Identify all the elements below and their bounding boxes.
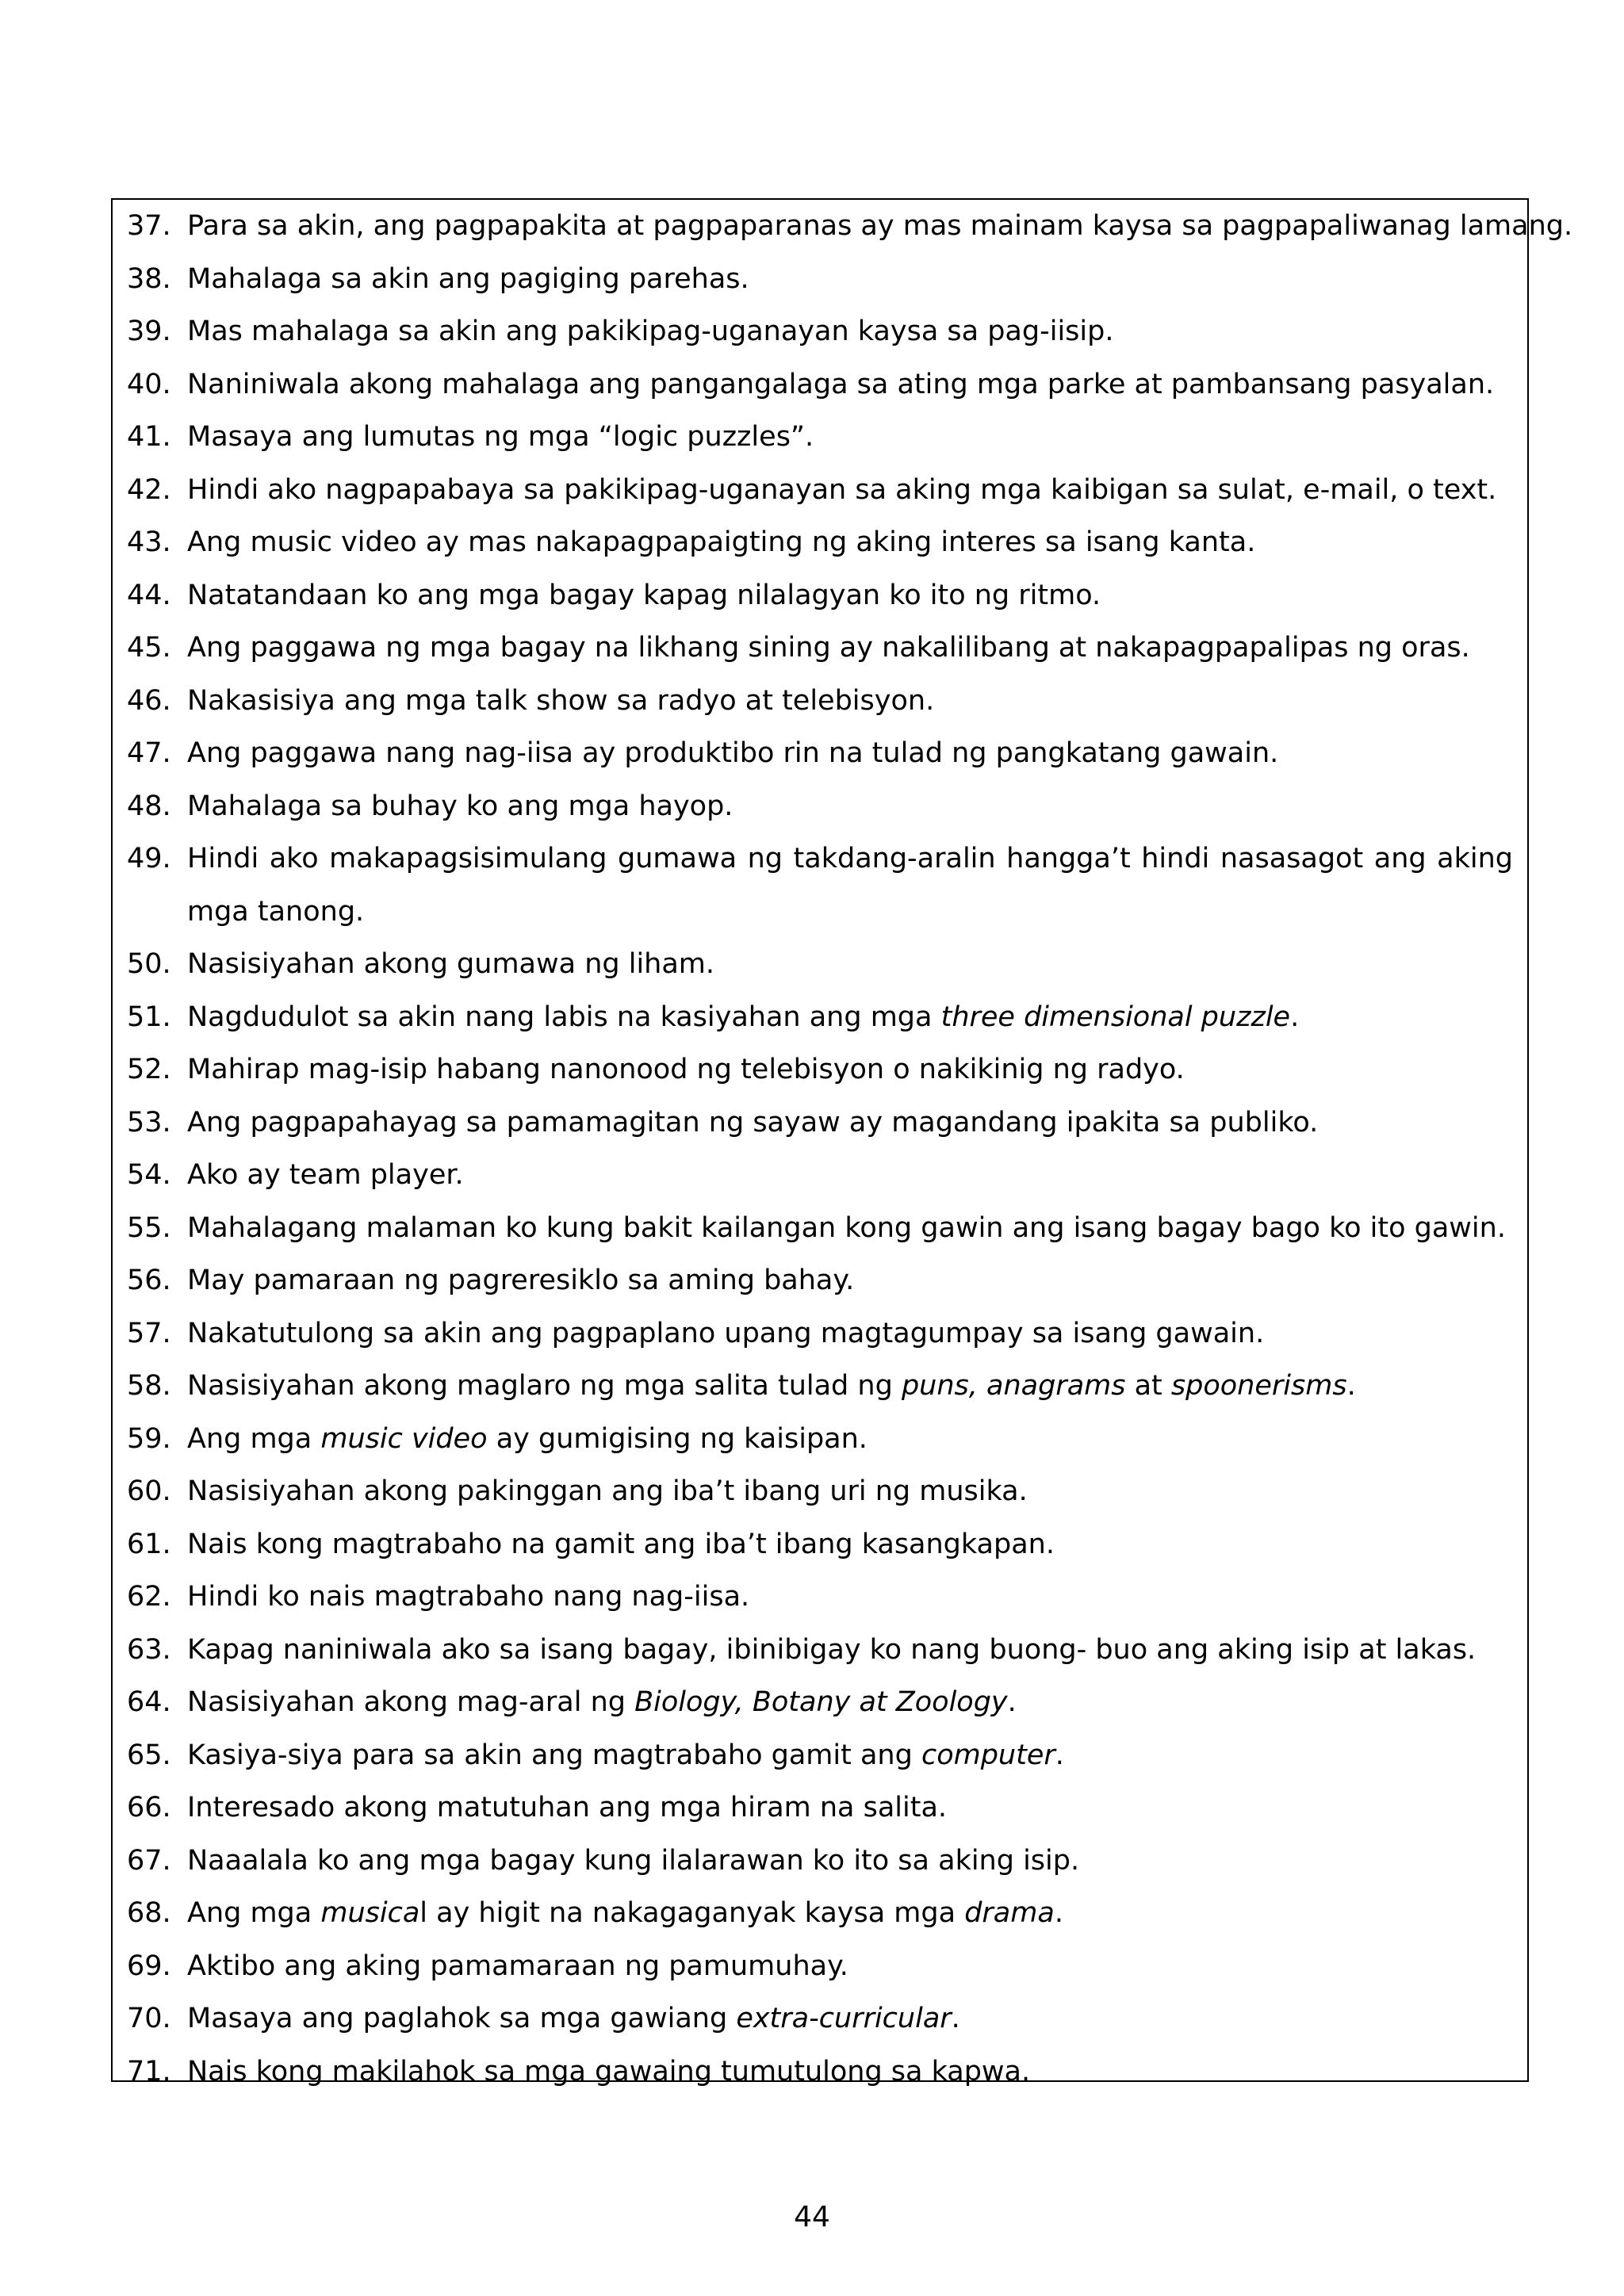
statement-text-segment: . [1007,1686,1017,1718]
statement-item [127,1465,1513,1518]
statement-item [127,1835,1513,1888]
statement-text-italic: Biology, Botany at Zoology [634,1686,1008,1718]
statement-text [187,1940,1513,1993]
statement-number: 40. [127,368,171,400]
statement-text-segment: at [1125,1370,1171,1402]
statement-text [187,1413,1513,1466]
statement-text-italic: drama [964,1897,1055,1929]
statement-item [127,1518,1513,1571]
statement-text [187,780,1513,833]
statement-text-segment: Ang mga [187,1897,321,1929]
statement-item [127,1254,1513,1307]
statement-text [187,1992,1513,2045]
statement-number: 58. [127,1370,171,1402]
statement-text [187,675,1513,728]
statement-text-segment: ay gumigising ng kaisipan. [487,1422,868,1455]
statement-number: 68. [127,1897,171,1929]
statement-text [187,411,1513,464]
statement-text-segment: . [1055,1739,1064,1771]
statement-number: 38. [127,262,171,295]
statement-text-segment: . [1346,1370,1356,1402]
statement-text-segment: l ay higit na nakagaganyak kaysa mga [419,1897,965,1929]
statement-item [127,1781,1513,1835]
statement-text-segment: Mahalaga sa buhay ko ang mga hayop. [187,790,733,822]
statement-text-segment: Nasisiyahan akong pakinggan ang iba’t ibang uri ng musika. [187,1475,1028,1507]
statement-text-segment: Hindi ko nais magtrabaho nang nag-iisa. [187,1581,750,1613]
statement-item [127,253,1513,306]
statement-number: 43. [127,526,171,558]
statement-item [127,675,1513,728]
statement-item [127,1202,1513,1255]
statement-number: 69. [127,1950,171,1982]
statement-item [127,1940,1513,1993]
statement-text-segment: Ako ay team player. [187,1159,464,1191]
statement-text [187,2045,1513,2099]
statement-item [127,1729,1513,1782]
statement-text-italic: music video [320,1422,488,1455]
statement-text-italic: musica [320,1897,420,1929]
statement-text-segment: Natatandaan ko ang mga bagay kapag nilalagyan ko ito ng ritmo. [187,579,1101,611]
statement-item [127,1307,1513,1360]
statement-text [187,358,1513,411]
statement-text-segment: Mahalagang malaman ko kung bakit kailangan kong gawin ang isang bagay bago ko ito gawin. [187,1211,1506,1244]
statement-item [127,569,1513,622]
statement-text [187,516,1513,569]
statement-number: 47. [127,737,171,769]
statement-number: 46. [127,684,171,717]
statement-number: 55. [127,1211,171,1244]
statement-text [187,1465,1513,1518]
statement-text-segment: Kasiya-siya para sa akin ang magtrabaho gamit ang [187,1739,921,1771]
statement-text [187,1571,1513,1624]
statement-text-segment: Hindi ako makapagsisimulang gumawa ng takdang-aralin hangga’t hindi nasasagot ang aking mga tanong. [187,843,1513,928]
statement-number: 60. [127,1475,171,1507]
statement-number: 53. [127,1106,171,1138]
statement-number: 70. [127,2003,171,2034]
statement-text [187,464,1513,517]
statement-text-segment: Nasisiyahan akong maglaro ng mga salita tulad ng [187,1370,902,1402]
statement-text [187,1518,1513,1571]
statement-text [187,253,1513,306]
statement-item [127,1360,1513,1413]
statement-text-segment: Ang paggawa ng mga bagay na likhang sining ay nakalilibang at nakapagpapalipas ng oras. [187,632,1470,664]
statement-item [127,1676,1513,1729]
statement-item [127,1624,1513,1677]
statement-item [127,1096,1513,1150]
statement-number: 51. [127,1001,171,1033]
statement-item [127,1413,1513,1466]
statement-text-italic: computer [921,1739,1055,1771]
statement-number: 62. [127,1581,171,1613]
statement-item [127,727,1513,780]
statement-number: 45. [127,632,171,664]
statement-text-segment: Ang music video ay mas nakapagpapaigting ng aking interes sa isang kanta. [187,526,1256,558]
statement-text-segment: Nagdudulot sa akin nang labis na kasiyahan ang mga [187,1001,941,1033]
statement-text-segment: . [1290,1001,1300,1033]
statement-text-segment: . [951,2003,960,2034]
page-number: 44 [794,2201,830,2233]
statement-text-segment: Nakasisiya ang mga talk show sa radyo at telebisyon. [187,684,935,717]
statement-number: 66. [127,1792,171,1823]
statement-number: 37. [127,210,171,242]
statement-item [127,358,1513,411]
statement-number: 56. [127,1265,171,1296]
statement-text-segment: Nais kong magtrabaho na gamit ang iba’t ibang kasangkapan. [187,1528,1055,1560]
statement-number: 65. [127,1739,171,1771]
statement-text-segment: Ang paggawa nang nag-iisa ay produktibo rin na tulad ng pangkatang gawain. [187,737,1279,769]
statement-item [127,1992,1513,2045]
statement-item [127,305,1513,358]
statement-number: 63. [127,1633,171,1666]
statement-item [127,938,1513,991]
statement-text [187,1676,1513,1729]
statement-text [187,622,1513,675]
statement-text [187,1254,1513,1307]
statement-text-segment: Naniniwala akong mahalaga ang pangangalaga sa ating mga parke at pambansang pasyalan. [187,368,1495,400]
statement-text [187,1043,1513,1096]
statement-text [187,727,1513,780]
statement-item [127,464,1513,517]
statement-number: 54. [127,1159,171,1191]
statement-list [127,200,1573,2098]
statement-text-segment: Aktibo ang aking pamamaraan ng pamumuhay. [187,1950,848,1982]
statement-number: 42. [127,473,171,506]
statement-number: 71. [127,2055,171,2087]
statement-text-segment: Ang pagpapahayag sa pamamagitan ng sayaw ay magandang ipakita sa publiko. [187,1106,1319,1138]
statement-number: 59. [127,1422,171,1455]
statement-text-segment: Interesado akong matutuhan ang mga hiram na salita. [187,1792,948,1823]
statement-number: 61. [127,1528,171,1560]
statement-number: 44. [127,579,171,611]
statement-number: 49. [127,843,171,874]
statement-number: 52. [127,1054,171,1085]
statement-text [187,1307,1513,1360]
statement-text [187,1781,1513,1835]
statement-text-segment: Para sa akin, ang pagpapakita at pagpaparanas ay mas mainam kaysa sa pagpapaliwanag lamang. [187,210,1573,242]
statement-text [187,1729,1513,1782]
statement-text [187,1887,1513,1940]
statement-text [187,569,1513,622]
statement-item [127,991,1513,1044]
statement-text-segment: . [1054,1897,1063,1929]
statement-text [187,1202,1513,1255]
statement-item [127,2045,1513,2099]
statement-text-segment: Masaya ang lumutas ng mga “logic puzzles”. [187,421,814,453]
statement-item [127,516,1513,569]
statement-text-segment: Masaya ang paglahok sa mga gawiang [187,2003,737,2034]
statement-text-segment: May pamaraan ng pagreresiklo sa aming bahay. [187,1265,855,1296]
statement-number: 50. [127,948,171,980]
statement-text-segment: Kapag naniniwala ako sa isang bagay, ibinibigay ko nang buong- buo ang aking isip at lakas. [187,1633,1477,1666]
statement-list-box [111,198,1573,2087]
statement-text [187,991,1513,1044]
statement-item [127,780,1513,833]
statement-text [187,1096,1513,1150]
statement-item [127,411,1513,464]
statement-item [127,832,1513,938]
statement-number: 39. [127,316,171,347]
statement-item [127,1571,1513,1624]
statement-text-italic: spoonerisms [1170,1370,1347,1402]
statement-text-segment: Naaalala ko ang mga bagay kung ilalarawan ko ito sa aking isip. [187,1844,1080,1877]
statement-text-italic: three dimensional puzzle [940,1001,1291,1033]
statement-text [187,305,1513,358]
statement-item [127,1887,1513,1940]
statement-number: 64. [127,1686,171,1718]
statement-number: 41. [127,421,171,453]
statement-text [187,832,1513,938]
statement-text [187,938,1513,991]
statement-text-italic: puns, anagrams [901,1370,1126,1402]
statement-number: 67. [127,1844,171,1877]
statement-text [187,200,1572,253]
statement-item [127,200,1573,253]
statement-text [187,1360,1513,1413]
statement-number: 48. [127,790,171,822]
statement-item [127,1149,1513,1202]
statement-text-italic: extra-curricular [736,2003,952,2034]
statement-text-segment: Nakatutulong sa akin ang pagpaplano upang magtagumpay sa isang gawain. [187,1317,1265,1349]
statement-text-segment: Nasisiyahan akong gumawa ng liham. [187,948,715,980]
statement-text [187,1149,1513,1202]
statement-text-segment: Mahirap mag-isip habang nanonood ng telebisyon o nakikinig ng radyo. [187,1054,1185,1085]
statement-text-segment: Hindi ako nagpapabaya sa pakikipag-uganayan sa aking mga kaibigan sa sulat, e-mail, o text. [187,473,1497,506]
statement-text [187,1624,1513,1677]
statement-item [127,1043,1513,1096]
statement-text [187,1835,1513,1888]
statement-text-segment: Ang mga [187,1422,321,1455]
statement-text-segment: Mahalaga sa akin ang pagiging parehas. [187,262,749,295]
statement-number: 57. [127,1317,171,1349]
statement-text-segment: Nasisiyahan akong mag-aral ng [187,1686,635,1718]
statement-text-segment: Mas mahalaga sa akin ang pakikipag-uganayan kaysa sa pag-iisip. [187,316,1114,347]
statement-text-segment: Nais kong makilahok sa mga gawaing tumutulong sa kapwa. [187,2055,1031,2087]
statement-item [127,622,1513,675]
